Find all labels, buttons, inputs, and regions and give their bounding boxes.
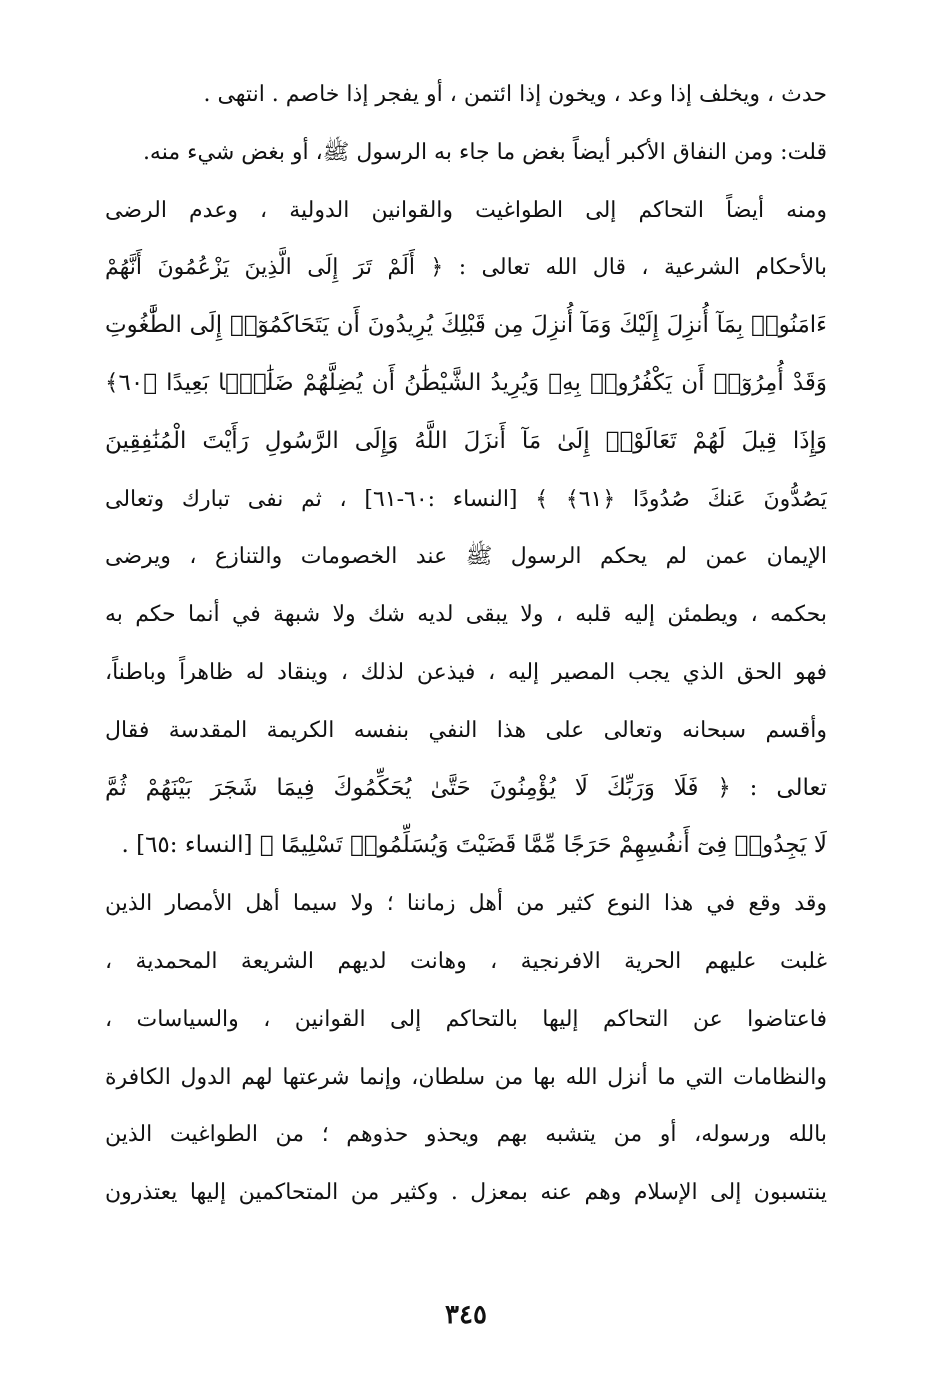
text-line: قلت: ومن النفاق الأكبر أيضاً بغض ما جاء به الرسول ﷺ، أو بغض شيء منه. — [142, 139, 827, 165]
text-line: الإيمان عمن لم يحكم الرسول ﷺ عند الخصومات والتنازع ، ويرضى — [105, 544, 827, 570]
text-line: غلبت عليهم الحرية الافرنجية ، وهانت لديهم الشريعة المحمدية ، — [105, 948, 827, 974]
text-line: يَصُدُّونَ عَنكَ صُدُودًا ﴿٦١﴾ ﴾ [النساء :٦٠-٦١] ، ثم نفى تبارك وتعالى — [105, 486, 827, 512]
text-line: والنظامات التي ما أنزل الله بها من سلطان، وإنما شرعتها لهم الدول الكافرة — [105, 1064, 827, 1090]
text-line: حدث ، ويخلف إذا وعد ، ويخون إذا ائتمن ، أو يفجر إذا خاصم . انتهى . — [203, 82, 827, 107]
text-line: فهو الحق الذي يجب المصير إليه ، فيذعن لذلك ، وينقاد له ظاهراً وباطناً، — [105, 659, 827, 685]
text-line: فاعتاضوا عن التحاكم إليها بالتحاكم إلى القوانين ، والسياسات ، — [105, 1006, 827, 1032]
quran-verse-line: وَقَدْ أُمِرُوٓا۟ أَن يَكْفُرُوا۟ بِهِۦ وَيُرِيدُ الشَّيْطَٰنُ أَن يُضِلَّهُمْ ضَلَٰلًۢا بَعِيدًا ﴿٦٠﴾ — [105, 369, 827, 396]
page-number: ٣٤٥ — [445, 1300, 487, 1330]
quran-verse-line: لَا يَجِدُوا۟ فِىٓ أَنفُسِهِمْ حَرَجًا مِّمَّا قَضَيْتَ وَيُسَلِّمُوا۟ تَسْلِيمًا ﴾ [النساء :٦٥] . — [121, 832, 827, 859]
text-line: ومنه أيضاً التحاكم إلى الطواغيت والقوانين الدولية ، وعدم الرضى — [105, 197, 827, 223]
text-line: بالله ورسوله، أو من يتشبه بهم ويحذو حذوهم ؛ من الطواغيت الذين — [105, 1122, 827, 1148]
quran-verse-line: وَإِذَا قِيلَ لَهُمْ تَعَالَوْا۟ إِلَىٰ مَآ أَنزَلَ اللَّهُ وَإِلَى الرَّسُولِ رَأَيْتَ الْمُنَٰفِقِينَ — [105, 427, 827, 454]
text-line: وقد وقع في هذا النوع كثير من أهل زماننا ؛ ولا سيما أهل الأمصار الذين — [105, 891, 827, 917]
text-line: وأقسم سبحانه وتعالى على هذا النفي بنفسه الكريمة المقدسة فقال — [105, 717, 827, 743]
body-text — [105, 66, 827, 1222]
text-line: بالأحكام الشرعية ، قال الله تعالى : ﴿ أَلَمْ تَرَ إِلَى الَّذِينَ يَزْعُمُونَ أَنَّهُمْ — [105, 255, 827, 281]
text-line: بحكمه ، ويطمئن إليه قلبه ، ولا يبقى لديه شك ولا شبهة في أنما حكم به — [105, 602, 827, 628]
quran-verse-line: ءَامَنُوا۟ بِمَآ أُنزِلَ إِلَيْكَ وَمَآ أُنزِلَ مِن قَبْلِكَ يُرِيدُونَ أَن يَتَحَاكَمُوٓا۟ إِلَى الطَّٰغُوتِ — [105, 312, 827, 339]
quran-verse-line: تعالى : ﴿ فَلَا وَرَبِّكَ لَا يُؤْمِنُونَ حَتَّىٰ يُحَكِّمُوكَ فِيمَا شَجَرَ بَيْنَهُمْ ثُمَّ — [105, 774, 827, 801]
text-line: ينتسبون إلى الإسلام وهم عنه بمعزل . وكثير من المتحاكمين إليها يعتذرون — [105, 1180, 827, 1206]
